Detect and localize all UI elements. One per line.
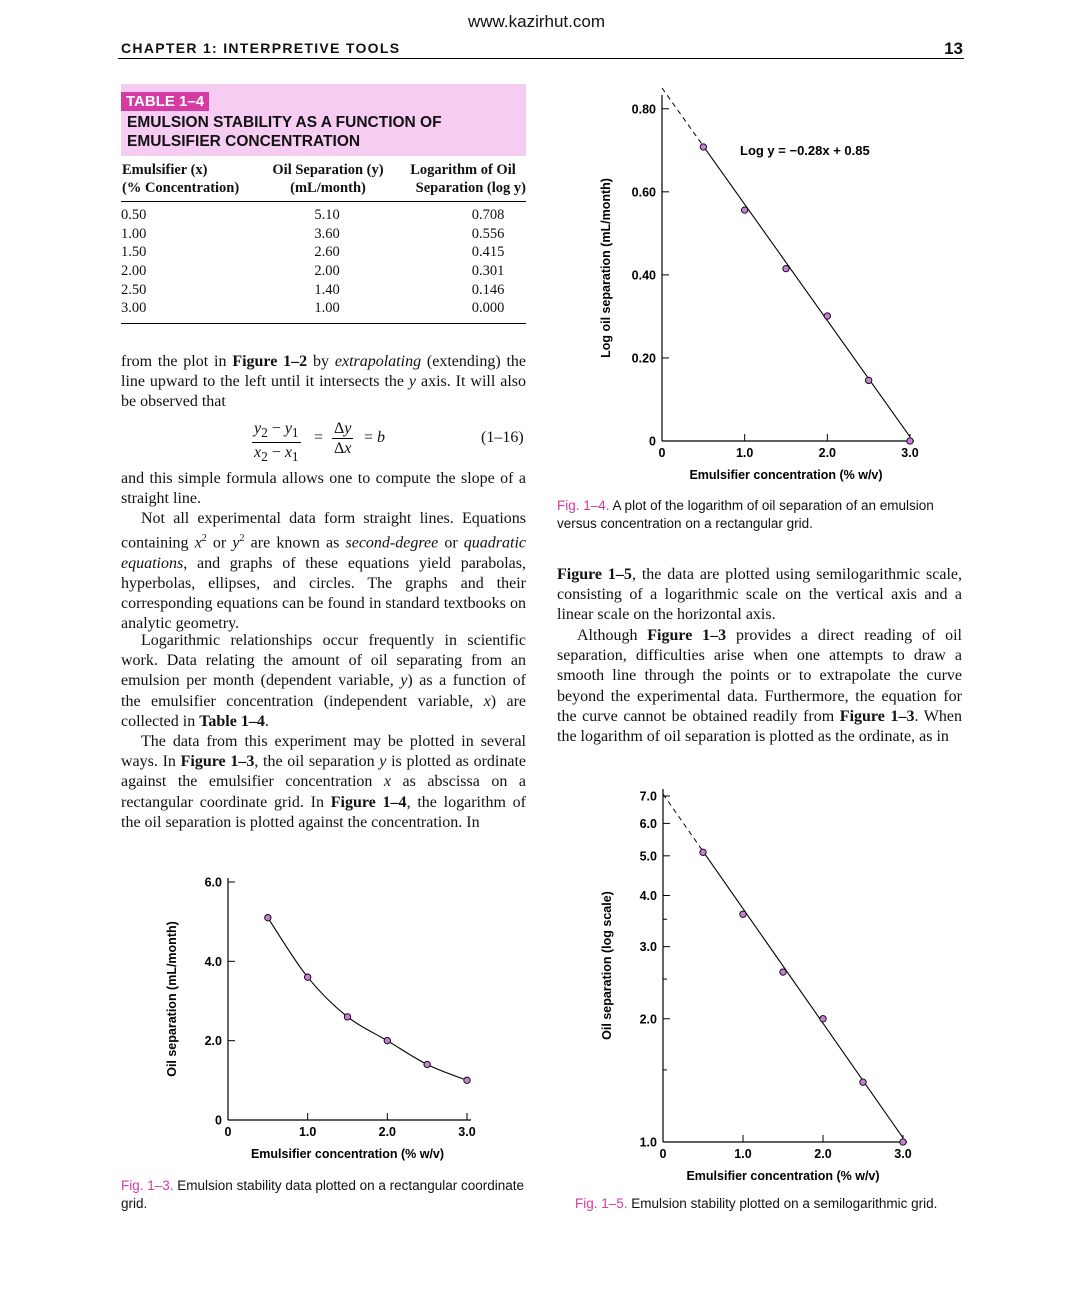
table-cell: 1.50 [121,244,147,261]
table-cell: 1.00 [121,225,147,242]
table-title: EMULSION STABILITY AS A FUNCTION OF EMULSIFIER CONCENTRATION [127,114,442,150]
data-point [344,1014,350,1020]
data-point [304,974,310,980]
paragraph-7: Although Figure 1–3 provides a direct reading of oil separation, difficulties arise when one attempts to draw a smooth line through the points or to extrapolate the curve beyond the experimental data. Furthermore, the equation for the curve cannot be obtained readily from Figure 1–3. When the logarithm of oil separation is plotted as the ordinate, as in [557,627,962,746]
table-cell: 2.00 [121,263,147,280]
paragraph-1: from the plot in Figure 1–2 by extrapolating (extending) the line upward to the left until it intersects the y axis. It will also be observed that [121,353,527,411]
y-tick-label: 6.0 [204,875,222,890]
paragraph-6: Figure 1–5, the data are plotted using semilogarithmic scale, consisting of a logarithmic scale on the vertical axis and a linear scale on the horizontal axis. [557,566,963,624]
table-cell: 0.000 [471,300,505,317]
x-tick-label: 0 [658,446,666,460]
table-cell: 2.60 [314,244,340,261]
paragraph-5: The data from this experiment may be plotted in several ways. In Figure 1–3, the oil separation y is plotted as ordinate against the emulsifier concentration x as abscissa on a rectangular coordinate grid. In Figure 1–4, the logarithm of the oil separation is plotted against the concentration. In [121,733,527,831]
table-body [121,206,526,318]
site-url: www.kazirhut.com [468,12,605,31]
data-point [900,1139,906,1145]
y-tick-label: 4.0 [639,889,657,904]
fit-line [703,851,903,1138]
table-cell: 1.40 [314,281,340,298]
y-tick-label: 0.40 [631,268,656,283]
x-tick-label: 2.0 [814,1147,832,1161]
x-tick-label: 1.0 [735,446,754,460]
y-tick-label: 1.0 [639,1135,657,1150]
fraction-y2-y1: $\frac{y_2 - y_1}{x_2 - x_1}$ [254,420,299,465]
caption-text: Emulsion stability data plotted on a rectangular coordinate grid. [121,1178,525,1211]
header-line: Separation (log y) [415,180,526,196]
extrapolation-line [662,88,703,146]
paragraph-2: and this simple formula allows one to compute the slope of a straight line. [121,470,526,508]
table-header-emulsifier [122,161,239,197]
data-point [700,849,706,855]
fraction-delta: $\frac{\Delta y}{\Delta x}$ [334,420,352,457]
table-rule-top [121,201,526,202]
table-row [121,262,526,281]
table-cell: 1.00 [314,300,340,317]
data-point [424,1061,430,1067]
data-point [384,1037,390,1043]
header-line: Emulsifier (x) [122,162,208,178]
caption-label: Fig. 1–4. [557,498,610,513]
header-line: Logarithm of Oil [410,162,516,178]
x-tick-label: 3.0 [894,1147,912,1161]
paragraph-3: Not all experimental data form straight lines. Equations containing $x^2$ or $y^2$ are known as second-degree or quadratic equations, and graphs of these equations yield parabolas, hyperbolas, ellipses, and circles. The graphs and their corresponding equations can be found in standard textbooks on analytic geometry. [121,510,527,633]
y-tick-label: 7.0 [639,789,657,804]
running-head: CHAPTER 1: INTERPRETIVE TOOLS [121,40,401,56]
caption-figure-1-4 [557,497,962,533]
x-tick-label: 1.0 [734,1147,752,1161]
data-point [783,265,789,271]
table-cell: 2.50 [121,281,147,298]
x-tick-label: 2.0 [818,446,837,460]
data-point [824,313,830,319]
fit-curve [268,918,467,1081]
extrapolation-line [663,794,703,851]
x-axis-label: Emulsifier concentration (% w/v) [250,1147,445,1161]
table-row [121,206,526,225]
table-cell: 0.556 [471,225,505,242]
y-tick-label: 0.20 [631,351,656,366]
table-cell: 0.708 [471,207,505,223]
caption-text: Emulsion stability plotted on a semilogarithmic grid. [631,1196,938,1211]
y-tick-label: 0 [215,1113,222,1128]
table-cell: 0.301 [471,263,505,280]
paragraph-4: Logarithmic relationships occur frequently in scientific work. Data relating the amount of oil separating from an emulsion per month (dependent variable, y) as a function of the emulsifier concentration (independent variable, x) are collected in Table 1–4. [121,632,527,730]
equation-number: (1–16) [481,429,524,446]
page-number: 13 [944,39,963,58]
table-cell: 0.415 [471,244,505,261]
y-tick-label: 2.0 [204,1034,222,1049]
table-header-log [400,161,526,197]
table-header-oil-separation [262,161,394,197]
data-point [865,377,871,383]
caption-figure-1-5 [575,1195,975,1213]
x-tick-label: 1.0 [298,1125,317,1139]
y-axis-label: Oil separation (log scale) [600,891,614,1040]
table-cell: 0.50 [121,207,147,223]
table-cell: 2.00 [314,263,340,280]
data-point [860,1079,866,1085]
header-line: (% Concentration) [122,180,240,196]
x-axis-label: Emulsifier concentration (% w/v) [689,468,883,482]
y-tick-label: 2.0 [639,1012,657,1027]
table-row [121,281,526,300]
chart-figure-1-5 [595,775,935,1185]
header-rule [118,58,964,59]
caption-label: Fig. 1–3. [121,1178,174,1193]
table-cell: 3.60 [314,225,340,242]
table-label: TABLE 1–4 [121,92,209,111]
y-tick-label: 0 [649,434,656,449]
chart-figure-1-4 [590,85,935,485]
y-tick-label: 0.80 [631,102,656,117]
caption-figure-1-3 [121,1177,526,1213]
x-tick-label: 2.0 [378,1125,397,1139]
equation-annotation: Log y = −0.28x + 0.85 [740,143,870,158]
table-row [121,243,526,262]
table-row [121,299,526,318]
x-tick-label: 3.0 [458,1125,476,1139]
x-axis-label: Emulsifier concentration (% w/v) [686,1169,880,1183]
header-line: Oil Separation (y) [272,162,384,178]
data-point [780,969,786,975]
header-line: (mL/month) [290,180,366,196]
y-tick-label: 6.0 [639,816,657,831]
chart-figure-1-3 [160,860,500,1170]
data-point [464,1077,470,1083]
fit-line [703,146,910,437]
table-row [121,225,526,244]
table-cell: 0.146 [471,281,505,298]
table-rule-bottom [121,323,526,324]
equation-1-16: $\frac{y_2 - y_1}{x_2 - x_1}$ = $\frac{\Delta y}{\Delta x}$ = b (1–16) [254,420,524,465]
data-point [741,207,747,213]
y-axis-label: Oil separation (mL/month) [165,921,179,1077]
data-point [740,911,746,917]
y-tick-label: 0.60 [631,185,656,200]
table-cell: 3.00 [121,300,147,317]
x-tick-label: 0 [224,1125,232,1139]
data-point [265,915,271,921]
data-point [700,144,706,150]
caption-text: A plot of the logarithm of oil separation of an emulsion versus concentration on a rectangular grid. [557,498,934,531]
data-point [907,438,913,444]
x-tick-label: 3.0 [901,446,919,460]
y-tick-label: 3.0 [639,940,657,955]
y-axis-label: Log oil separation (mL/month) [599,178,613,358]
table-cell: 5.10 [314,207,340,223]
caption-label: Fig. 1–5. [575,1196,628,1211]
y-tick-label: 4.0 [204,954,222,969]
data-point [820,1016,826,1022]
x-tick-label: 0 [659,1147,667,1161]
y-tick-label: 5.0 [639,849,657,864]
